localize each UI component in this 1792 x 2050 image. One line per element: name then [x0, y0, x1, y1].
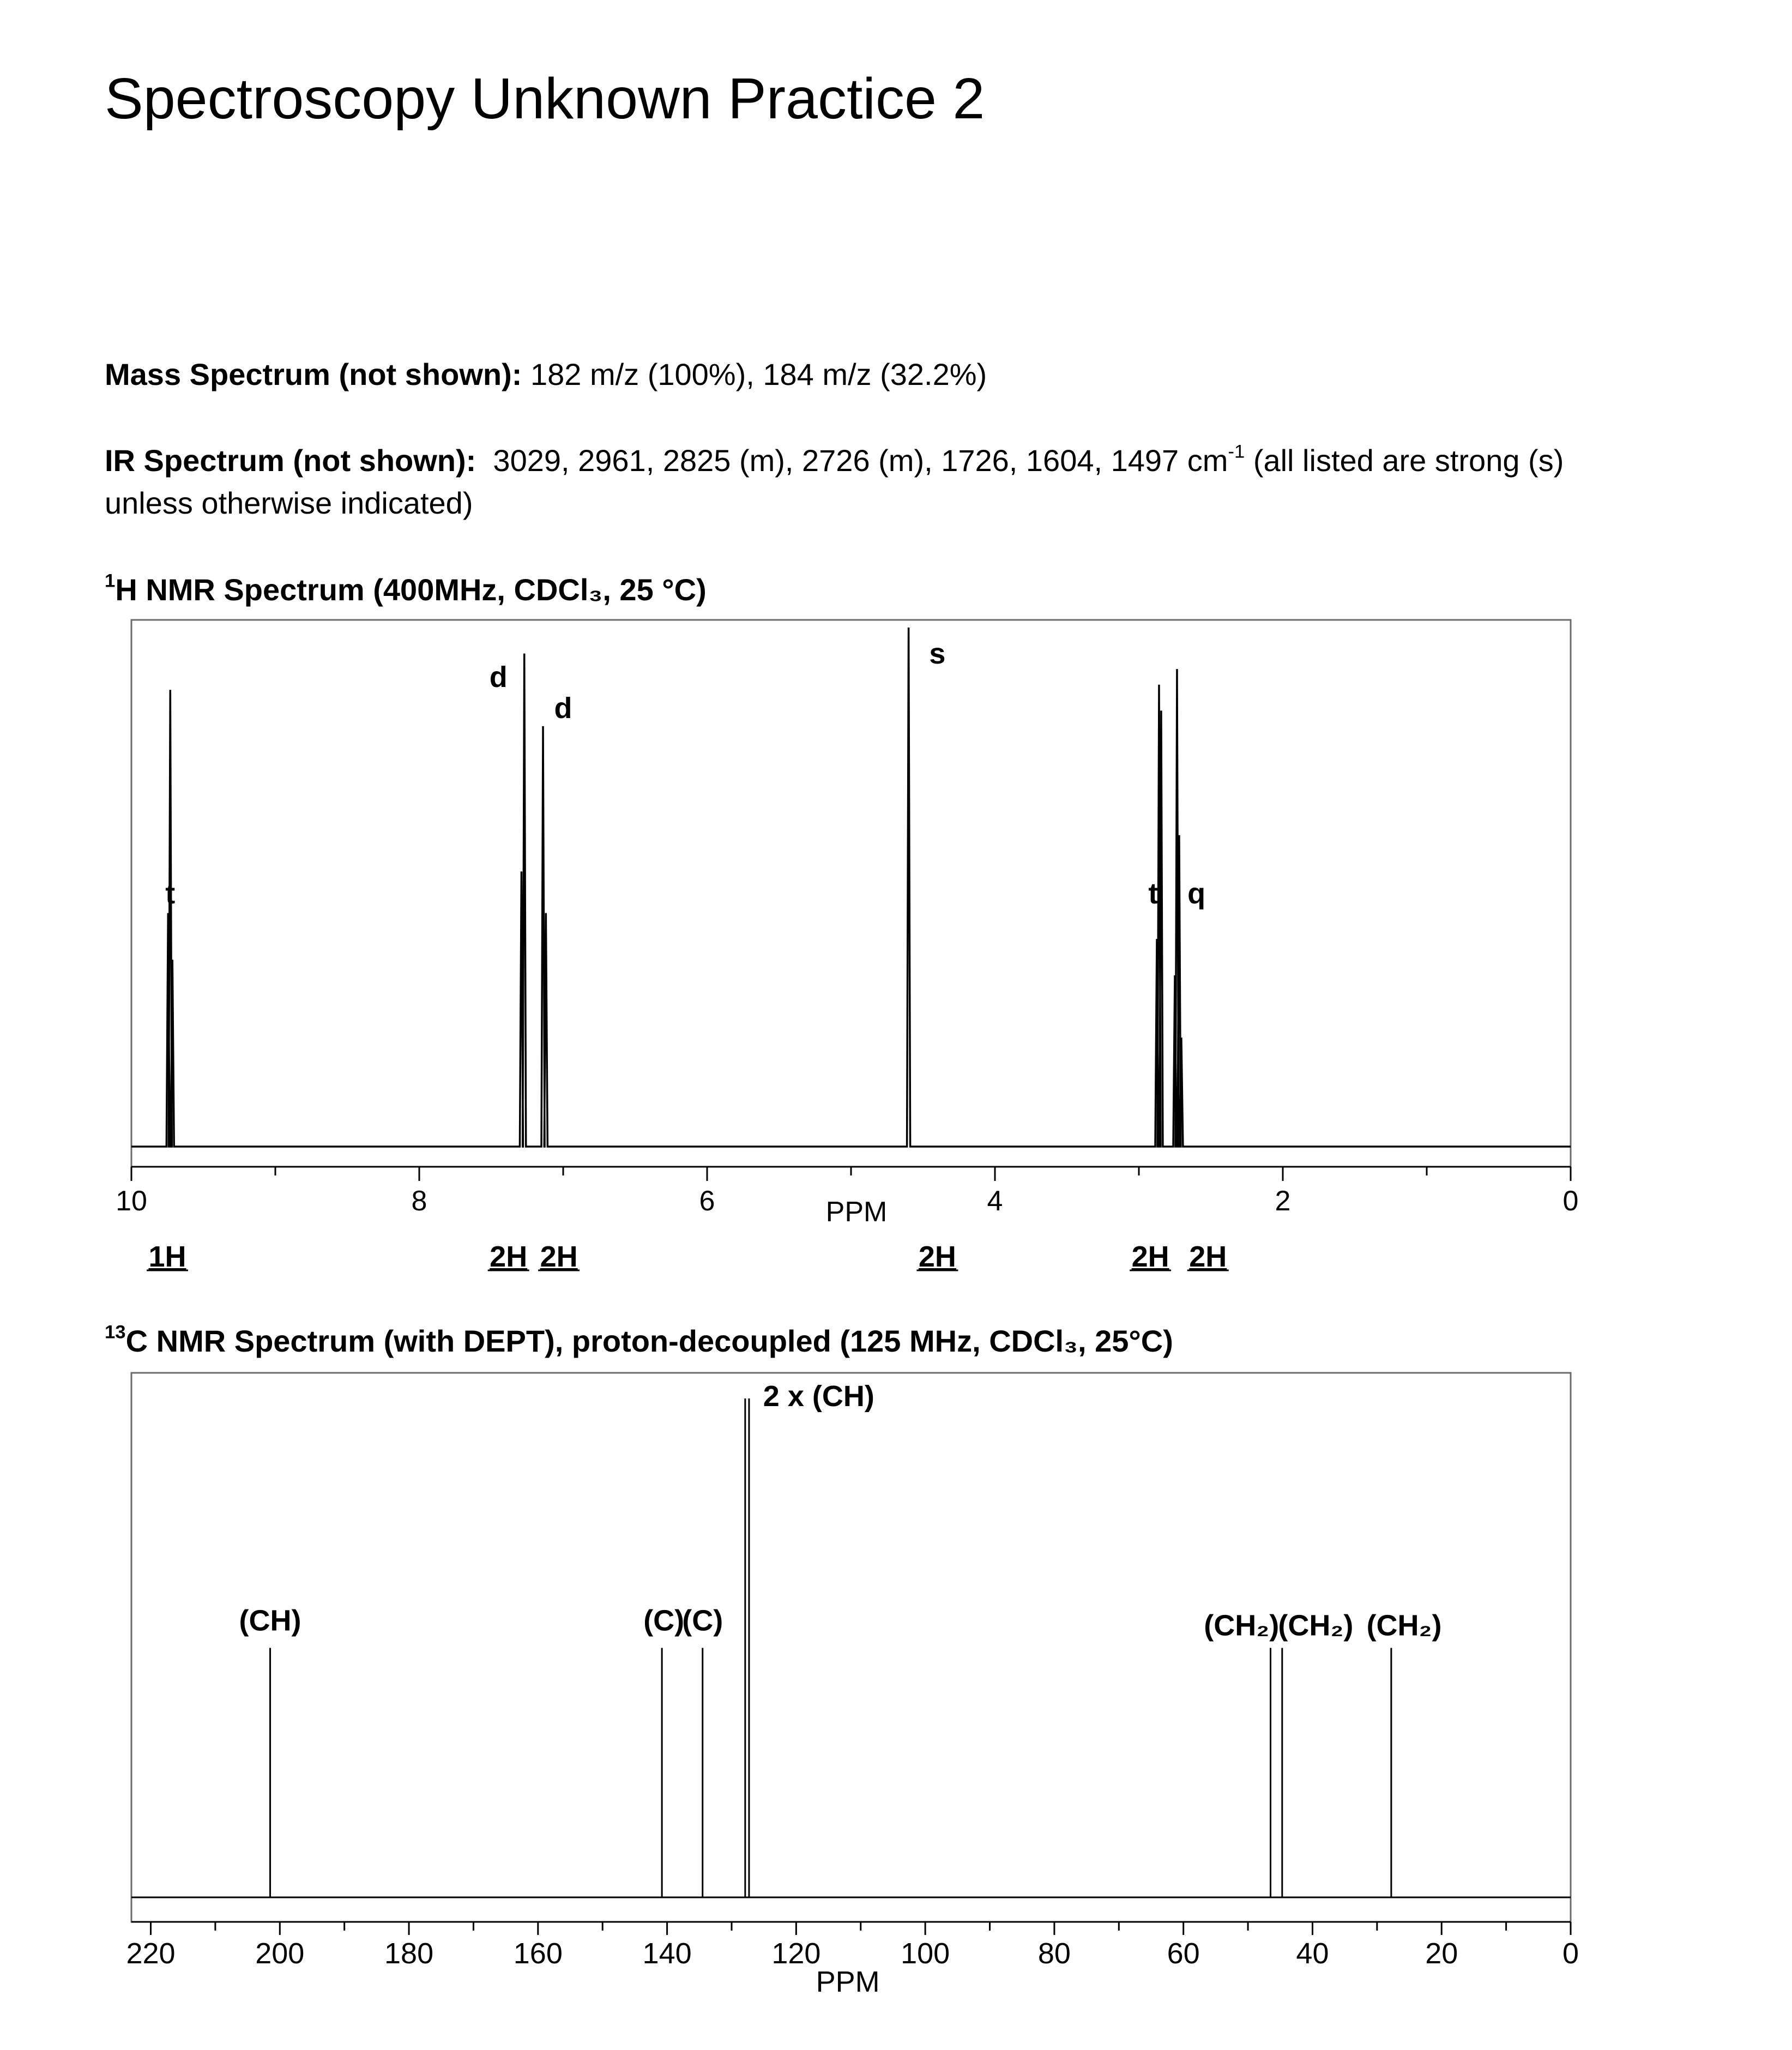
multiplicity-label: s [929, 637, 946, 670]
integration-label: 2H [540, 1240, 578, 1273]
x-tick-label: 120 [771, 1937, 821, 1970]
plot-frame [131, 620, 1571, 1167]
x-tick-label: 40 [1296, 1937, 1329, 1970]
x-tick-label: 4 [987, 1185, 1003, 1217]
x-tick-label: 10 [116, 1185, 147, 1217]
x-tick-label: 0 [1562, 1937, 1579, 1970]
mass-spectrum-value: 182 m/z (100%), 184 m/z (32.2%) [530, 357, 987, 391]
ir-unit-superscript: -1 [1228, 441, 1245, 462]
ir-spectrum-note-line2: unless otherwise indicated) [105, 486, 473, 521]
integration-label: 2H [918, 1240, 956, 1273]
x-tick-label: 180 [384, 1937, 434, 1970]
ir-spectrum-value: 3029, 2961, 2825 (m), 2726 (m), 1726, 1604, 1497 cm [493, 443, 1228, 478]
x-tick-label: 6 [699, 1185, 715, 1217]
ir-spectrum-note: (all listed are strong (s) [1245, 443, 1564, 478]
integration-label: 2H [1131, 1240, 1169, 1273]
peak-label: (C) [643, 1604, 685, 1637]
mass-spectrum-line [105, 353, 987, 396]
ir-spectrum-label: IR Spectrum (not shown): [105, 443, 476, 478]
peak-label: (CH) [239, 1604, 301, 1637]
c-nmr-heading-text: C NMR Spectrum (with DEPT), proton-decoupled (125 MHz, CDCl₃, 25°C) [125, 1324, 1173, 1358]
x-axis-label: PPM [816, 1965, 880, 1998]
x-tick-label: 160 [513, 1937, 563, 1970]
x-tick-label: 140 [642, 1937, 692, 1970]
multiplicity-label: d [489, 661, 508, 694]
ir-spectrum-line [105, 439, 1751, 525]
peak-label: (CH₂) [1366, 1609, 1442, 1642]
h-nmr-spectrum-chart [0, 611, 1792, 1276]
integration-label: 2H [1189, 1240, 1227, 1273]
x-tick-label: 220 [126, 1937, 176, 1970]
peak-label: (CH₂) [1278, 1609, 1354, 1642]
peak-label: (CH₂) [1204, 1609, 1280, 1642]
multiplicity-label: q [1187, 877, 1206, 910]
integration-label: 2H [490, 1240, 528, 1273]
x-axis-label: PPM [825, 1196, 888, 1228]
h-nmr-heading [105, 571, 707, 608]
x-tick-label: 2 [1275, 1185, 1291, 1217]
x-tick-label: 100 [901, 1937, 950, 1970]
page-title: Spectroscopy Unknown Practice 2 [105, 67, 985, 131]
x-tick-label: 60 [1167, 1937, 1200, 1970]
peak-label: (C) [682, 1604, 723, 1637]
peak-label: 2 x (CH) [763, 1379, 874, 1413]
x-tick-label: 80 [1037, 1937, 1071, 1970]
integration-label: 1H [148, 1240, 186, 1273]
h-nmr-heading-text: H NMR Spectrum (400MHz, CDCl₃, 25 °C) [115, 572, 707, 607]
multiplicity-label: t [1148, 877, 1159, 910]
mass-spectrum-label: Mass Spectrum (not shown): [105, 357, 522, 391]
x-tick-label: 20 [1425, 1937, 1458, 1970]
c-nmr-spectrum-chart [0, 1363, 1792, 2039]
multiplicity-label: t [165, 877, 176, 910]
multiplicity-label: d [554, 692, 572, 725]
c-nmr-heading [105, 1323, 1173, 1359]
spectrum-trace [131, 628, 1571, 1147]
h-nmr-heading-isotope: 1 [105, 570, 116, 592]
x-tick-label: 200 [255, 1937, 305, 1970]
x-tick-label: 8 [411, 1185, 427, 1217]
x-tick-label: 0 [1562, 1185, 1579, 1217]
c-nmr-heading-isotope: 13 [105, 1322, 126, 1343]
plot-frame [131, 1373, 1571, 1922]
